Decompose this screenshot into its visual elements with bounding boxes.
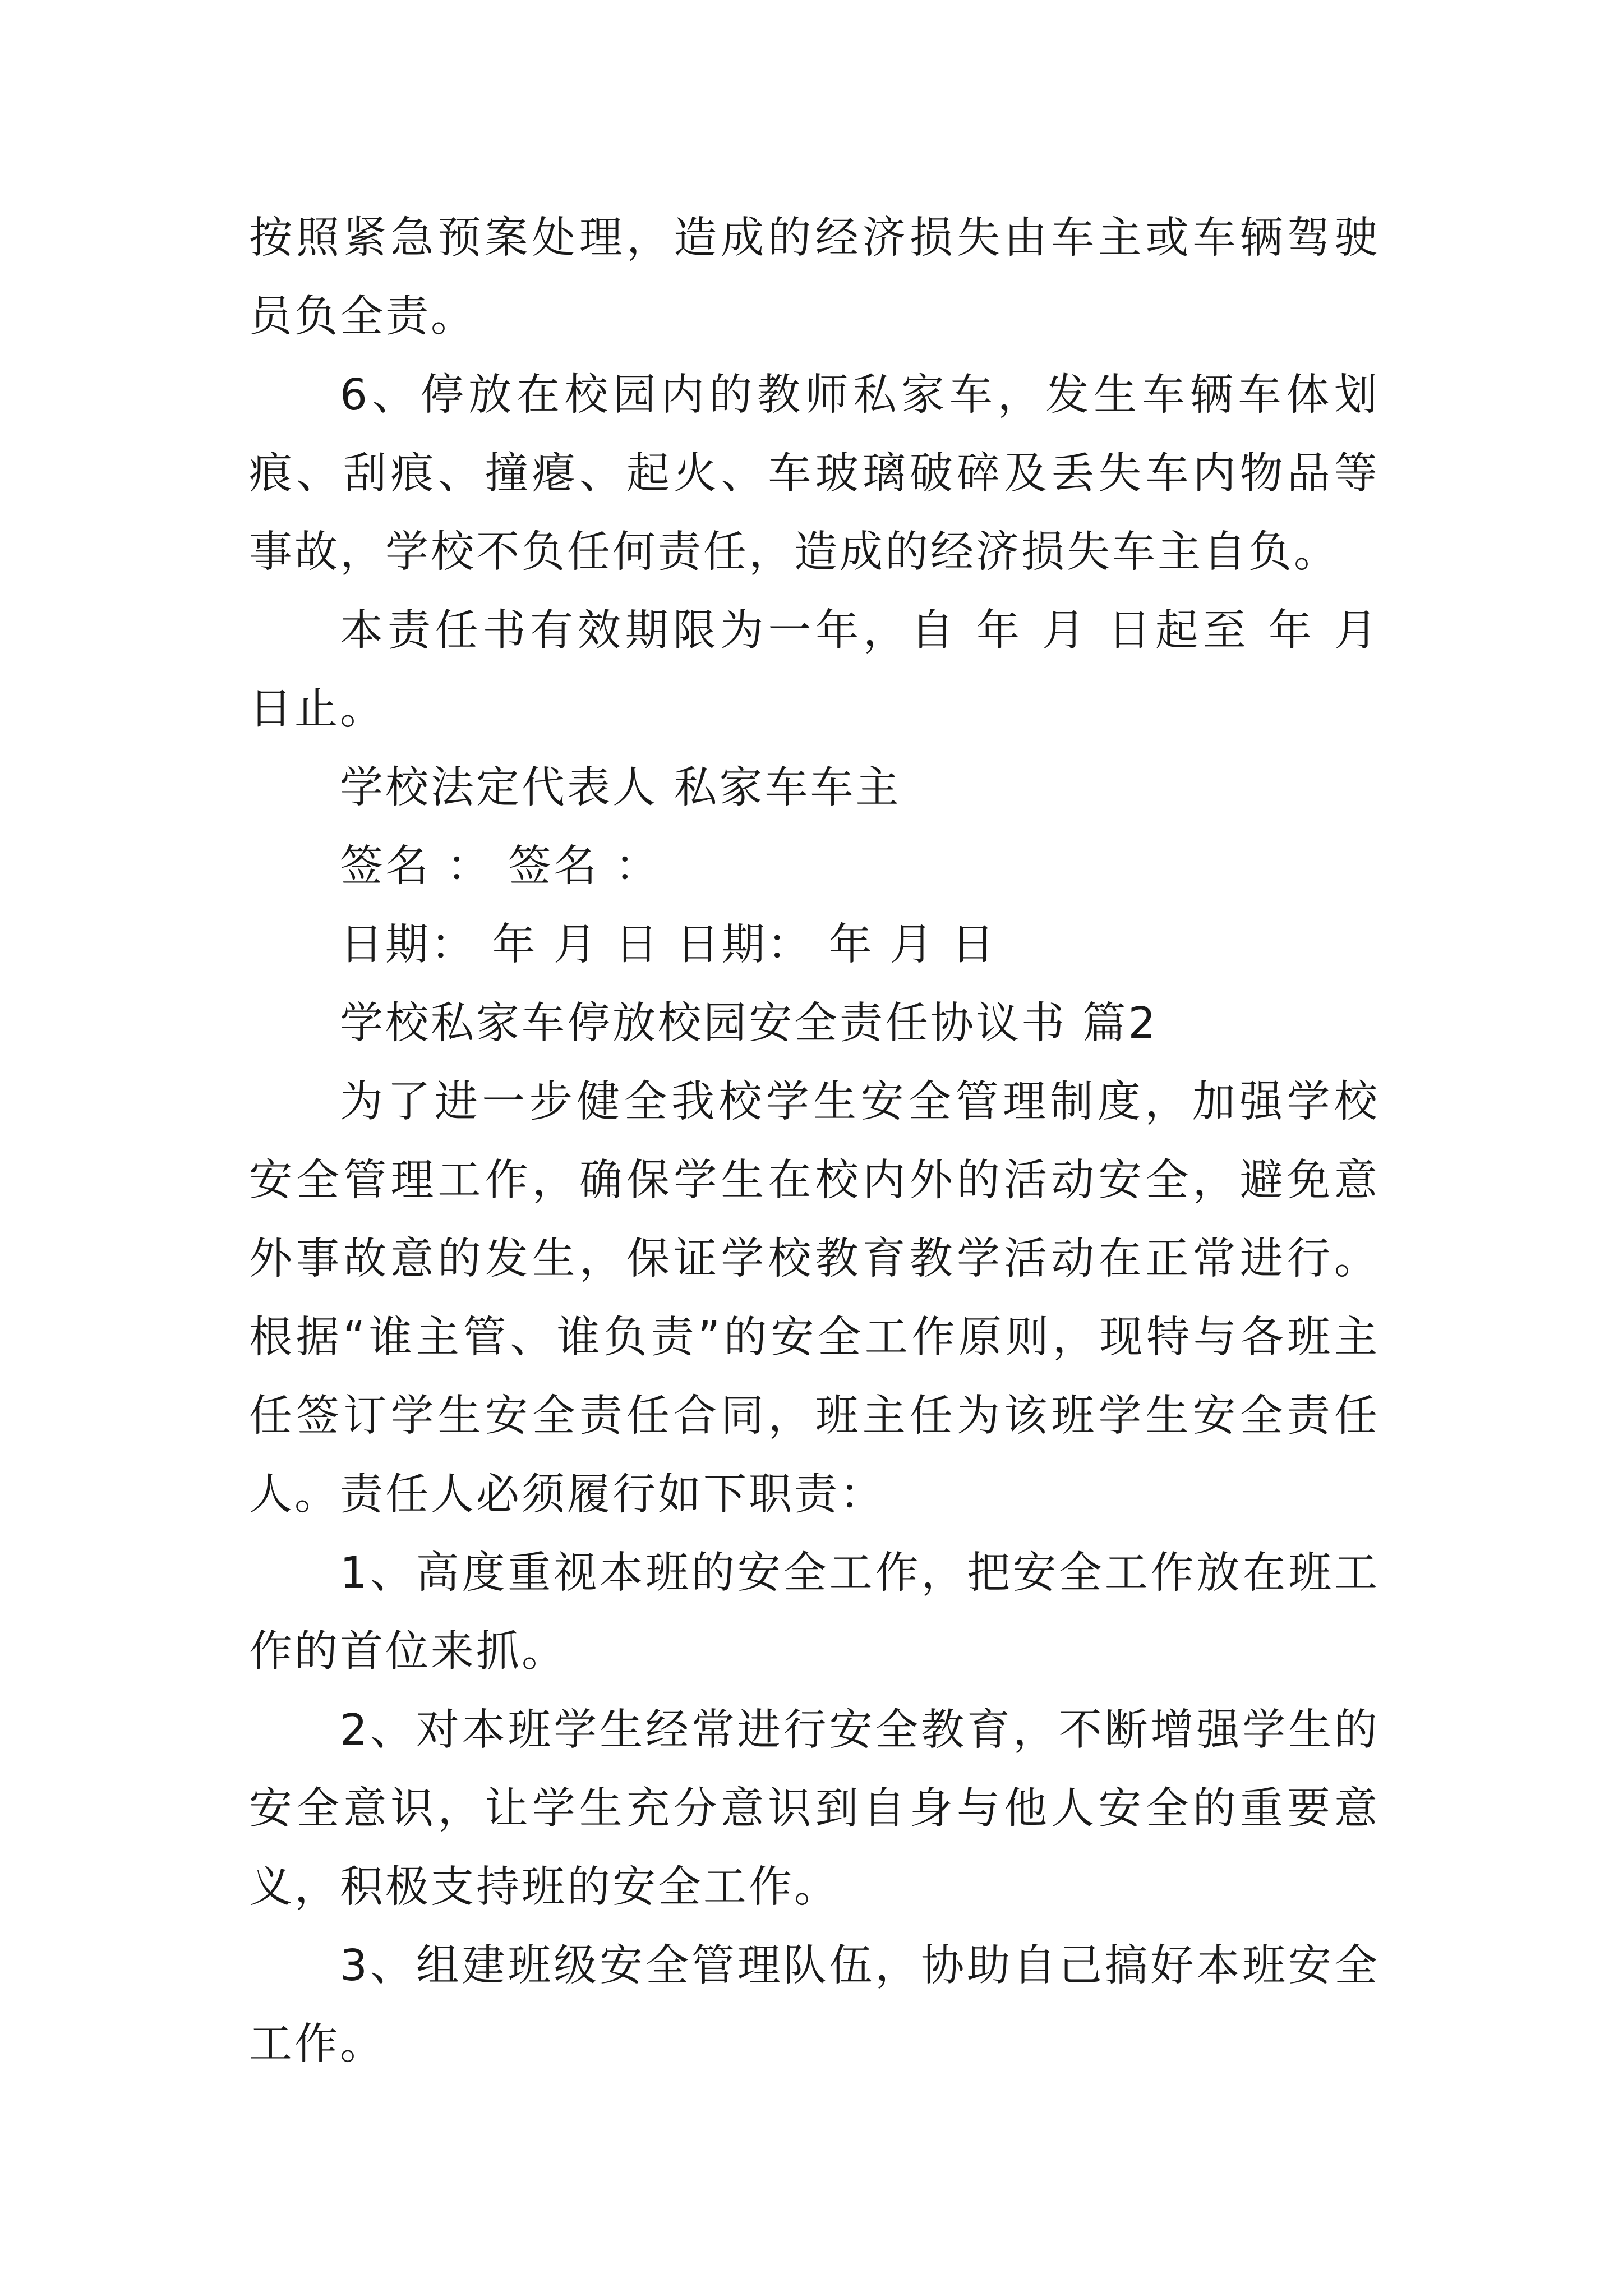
signature-date-line: 日期： 年 月 日 日期： 年 月 日 <box>340 920 997 970</box>
paragraph-item-3: 3、组建班级安全管理队伍，协助自己搞好本班安全工作。 <box>249 1941 1380 2069</box>
document-body <box>249 199 1380 2084</box>
signature-parties-line: 学校法定代表人 私家车车主 <box>340 763 901 813</box>
paragraph-validity-period: 本责任书有效期限为一年，自 年 月 日起至 年 月 日止。 <box>249 606 1380 734</box>
paragraph-intro: 为了进一步健全我校学生安全管理制度，加强学校安全管理工作，确保学生在校内外的活动安全，避免意外事故意的发生，保证学校教育教学活动在正常进行。根据“谁主管、谁负责”的安全工作原则，现特与各班主任签订学生安全责任合同，班主任为该班学生安全责任人。责任人必须履行如下职责： <box>249 1077 1380 1520</box>
paragraph-item-2: 2、对本班学生经常进行安全教育，不断增强学生的安全意识，让学生充分意识到自身与他人安全的重要意义，积极支持班的安全工作。 <box>249 1705 1380 1912</box>
signature-name-line: 签名 ： 签名 ： <box>340 841 661 891</box>
paragraph-item-1: 1、高度重视本班的安全工作，把安全工作放在班工作的首位来抓。 <box>249 1548 1380 1677</box>
section-title: 学校私家车停放校园安全责任协议书 篇2 <box>340 999 1158 1048</box>
paragraph-item-6: 6、停放在校园内的教师私家车，发生车辆车体划痕、刮痕、撞瘪、起火、车玻璃破碎及丢失车内物品等事故，学校不负任何责任，造成的经济损失车主自负。 <box>249 370 1380 577</box>
paragraph-continuation: 按照紧急预案处理，造成的经济损失由车主或车辆驾驶员负全责。 <box>249 213 1380 342</box>
